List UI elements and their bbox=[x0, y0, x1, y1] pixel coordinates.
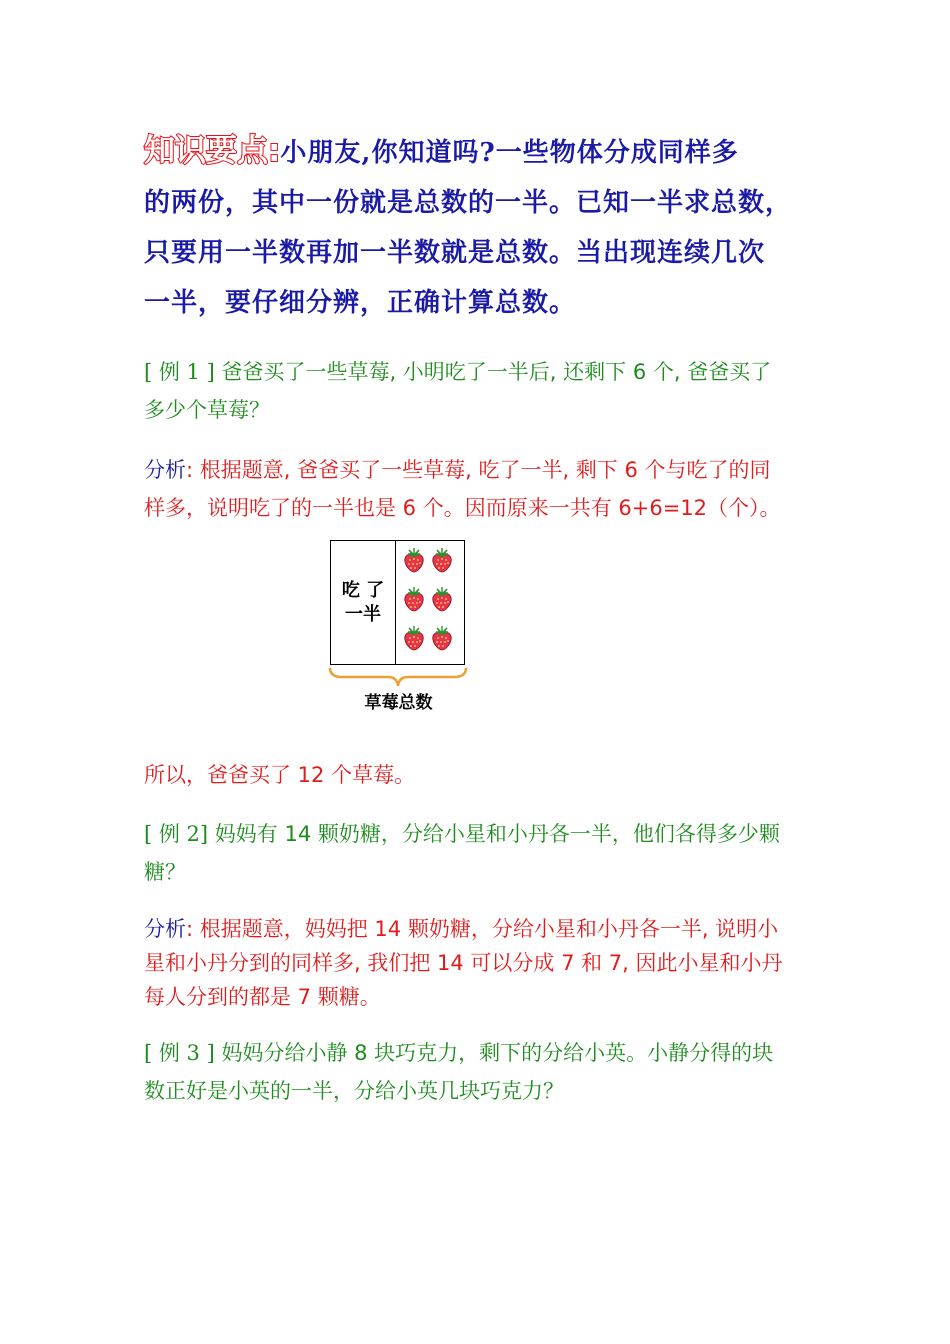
example-3-text-1: 妈妈分给小静 8 块巧克力，剩下的分给小英。小静分得的块 bbox=[214, 1041, 774, 1065]
strawberry-icon bbox=[402, 547, 426, 573]
strawberry-icon bbox=[430, 547, 454, 573]
example-1-tag: [ 例 1 ] bbox=[144, 360, 215, 384]
example-1-line-2: 多少个草莓？ bbox=[144, 398, 270, 422]
analysis-1-line-2: 样多，说明吃了的一半也是 6 个。因而原来一共有 6+6=12（个）。 bbox=[144, 496, 781, 520]
strawberry-icon bbox=[430, 625, 454, 651]
strawberry-total-label: 草莓总数 bbox=[364, 693, 433, 713]
analysis-2-line-1 bbox=[144, 912, 812, 946]
analysis-1-label: 分析 bbox=[144, 458, 186, 482]
example-2-line-1 bbox=[144, 815, 812, 853]
example-1-text-1: 爸爸买了一些草莓, 小明吃了一半后, 还剩下 6 个, 爸爸买了 bbox=[214, 360, 772, 384]
strawberry-icon bbox=[430, 586, 454, 612]
analysis-1-line-1 bbox=[144, 451, 812, 489]
example-3 bbox=[144, 1034, 812, 1110]
analysis-2-line-3: 每人分到的都是 7 颗糖。 bbox=[144, 985, 381, 1009]
strawberry-icon bbox=[402, 586, 426, 612]
knowledge-text-1: 小朋友,你知道吗?一些物体分成同样多 bbox=[280, 138, 739, 168]
eaten-label-line-1: 吃 了 bbox=[341, 580, 385, 601]
answer-1: 所以，爸爸买了 12 个草莓。 bbox=[144, 763, 416, 787]
analysis-2-line-2: 星和小丹分到的同样多, 我们把 14 可以分成 7 和 7, 因此小星和小丹 bbox=[144, 951, 783, 975]
knowledge-line-3: 只要用一半数再加一半数就是总数。当出现连续几次 bbox=[144, 238, 766, 268]
strawberry-diagram bbox=[330, 540, 465, 665]
example-1-line-1 bbox=[144, 353, 812, 391]
knowledge-line-4: 一半，要仔细分辨，正确计算总数。 bbox=[144, 288, 577, 318]
example-2-text-1: 妈妈有 14 颗奶糖，分给小星和小丹各一半，他们各得多少颗 bbox=[208, 822, 780, 846]
example-3-line-2: 数正好是小英的一半，分给小英几块巧克力？ bbox=[144, 1079, 564, 1103]
strawberry-icon bbox=[402, 625, 426, 651]
diagram-divider bbox=[395, 541, 396, 664]
analysis-2-text-1: : 根据题意，妈妈把 14 颗奶糖，分给小星和小丹各一半, 说明小 bbox=[186, 917, 779, 941]
knowledge-line-1 bbox=[144, 126, 812, 178]
example-3-tag: [ 例 3 ] bbox=[144, 1041, 215, 1065]
curly-brace-icon bbox=[328, 666, 468, 688]
analysis-1 bbox=[144, 451, 812, 527]
eaten-half-label bbox=[331, 579, 395, 627]
example-2-line-2: 糖？ bbox=[144, 860, 186, 884]
analysis-1-text-1: : 根据题意, 爸爸买了一些草莓, 吃了一半, 剩下 6 个与吃了的同 bbox=[186, 458, 771, 482]
analysis-2-label: 分析 bbox=[144, 917, 186, 941]
example-1 bbox=[144, 353, 812, 429]
example-2 bbox=[144, 815, 812, 891]
eaten-label-line-2: 一半 bbox=[345, 604, 381, 625]
analysis-2 bbox=[144, 912, 812, 1014]
knowledge-points bbox=[144, 126, 812, 328]
knowledge-title: 知识要点: bbox=[144, 133, 281, 169]
example-2-tag: [ 例 2] bbox=[144, 822, 209, 846]
knowledge-line-2: 的两份，其中一份就是总数的一半。已知一半求总数， bbox=[144, 188, 793, 218]
example-3-line-1 bbox=[144, 1034, 812, 1072]
